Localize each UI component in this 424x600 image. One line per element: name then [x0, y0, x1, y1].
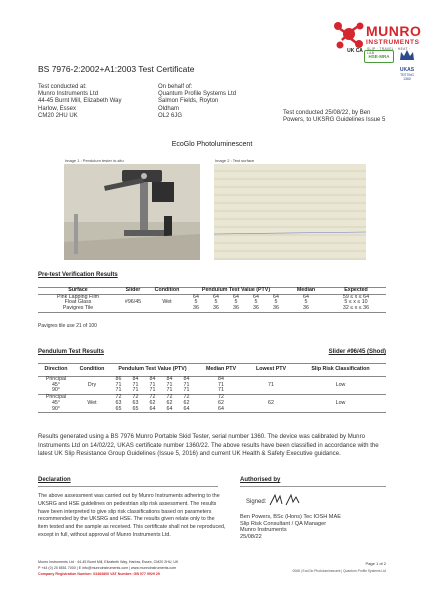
ptv-cell: 71 — [183, 381, 190, 388]
expected-cell: 32 ≤ x ≤ 36 — [326, 306, 386, 312]
test-surface-illustration — [214, 164, 366, 260]
condition-cell: Wet — [74, 395, 110, 413]
median-cell: 71 — [218, 381, 224, 388]
pretest-surface: Pavigres Tile — [38, 306, 118, 312]
logo-sub: INSTRUMENTS — [366, 39, 420, 46]
signature-mark — [268, 492, 302, 508]
ptv-cell: 71 — [166, 381, 173, 388]
pendulum-tester-illustration — [64, 164, 200, 260]
ptv-cell: 84 — [166, 376, 173, 382]
ptv-cell: 64 — [273, 293, 279, 300]
ukas-badge — [398, 48, 416, 81]
ptv-cell: 36 — [226, 306, 246, 312]
conducted-note-line: Test conducted 25/08/22, by Ben — [283, 110, 371, 116]
authorised-line: Ben Powers, BSc (Hons) Tec IOSH MAE — [240, 514, 341, 520]
ptv-cell: 71 — [110, 388, 127, 394]
ptv-cell: 71 — [178, 388, 195, 394]
pendulum-slider-label: Slider #96/45 (Shod) — [328, 349, 386, 355]
on-behalf-line: Oldham — [158, 105, 180, 112]
page-title: BS 7976-2:2002+A1:2003 Test Certificate — [38, 64, 195, 74]
on-behalf-label: On behalf of: — [158, 84, 193, 90]
ptv-cell: 5 — [214, 299, 218, 306]
footer-page: Page 1 of 2 — [365, 561, 386, 566]
tested-at-block — [38, 84, 158, 120]
ptv-cell: 71 — [144, 388, 161, 394]
conducted-note-line: Powers, to UKSRG Guidelines Issue 5 — [283, 117, 386, 124]
ptv-cell: 65 — [110, 407, 127, 413]
classification-cell: Low — [295, 377, 386, 395]
authorised-rule — [240, 486, 386, 487]
condition-cell: Dry — [74, 377, 110, 395]
on-behalf-line: Quantum Profile Systems Ltd — [158, 91, 237, 98]
ptv-cell: 64 — [161, 407, 178, 413]
pendulum-col-direction: Direction — [38, 364, 74, 377]
ptv-cell: 63 — [115, 399, 122, 406]
ptv-cell: 72 — [183, 394, 190, 401]
on-behalf-block — [158, 84, 268, 120]
authorised-line: Slip Risk Consultant / QA Manager — [240, 520, 327, 527]
authorised-line: Munro Instruments — [240, 527, 287, 534]
pretest-surface: Float Glass — [64, 299, 92, 306]
direction-cell: Principal — [45, 394, 67, 401]
tested-at-label: Test conducted at: — [38, 84, 87, 90]
direction-cell: 90° — [38, 407, 74, 413]
hse-badge-text: HSE·MRA — [368, 54, 390, 59]
expected-cell: 59 ≤ x ≤ 64 — [342, 293, 370, 300]
median-cell: 84 — [218, 376, 224, 382]
ukca-badge — [347, 48, 363, 62]
pendulum-col-ptv: Pendulum Test Value (PTV) — [110, 364, 195, 377]
pretest-note: Pavigres tile use 21 of 100 — [38, 323, 97, 329]
direction-cell: Principal — [45, 376, 67, 382]
pendulum-col-condition: Condition — [74, 364, 110, 377]
pretest-condition: Wet — [148, 294, 186, 312]
ptv-cell: 64 — [178, 407, 195, 413]
ptv-cell: 5 — [194, 299, 198, 306]
classification-cell: Low — [295, 395, 386, 413]
median-cell: 71 — [195, 388, 247, 394]
ptv-cell: 84 — [183, 376, 190, 382]
image1-pendulum-photo — [64, 164, 200, 260]
ptv-cell: 64 — [144, 407, 161, 413]
direction-cell: 45° — [51, 399, 60, 406]
pretest-surface: Pink Lapping Film — [56, 293, 100, 300]
pendulum-heading: Pendulum Test Results — [38, 349, 104, 355]
pretest-heading: Pre-test Verification Results — [38, 272, 118, 278]
ptv-cell: 64 — [193, 293, 199, 300]
ptv-cell: 36 — [246, 306, 266, 312]
conducted-note — [283, 110, 403, 124]
logo-tagline: SLIP · TRAVEL · HEAT · LAB — [367, 47, 411, 55]
lowest-cell: 71 — [247, 377, 295, 395]
ptv-cell: 71 — [132, 381, 139, 388]
declaration-heading: Declaration — [38, 477, 71, 483]
ptv-cell: 64 — [253, 293, 259, 300]
ptv-cell: 71 — [149, 381, 156, 388]
ukas-sub: TESTING — [400, 73, 414, 77]
ptv-cell: 72 — [132, 394, 139, 401]
declaration-rule — [38, 486, 218, 487]
median-cell: 36 — [286, 306, 326, 312]
ptv-cell: 71 — [115, 381, 122, 388]
product-name: EcoGlo Photoluminescent — [171, 141, 253, 148]
direction-cell: 45° — [51, 381, 60, 388]
ptv-cell: 71 — [127, 388, 144, 394]
ukca-text: UK CA — [347, 48, 363, 54]
ptv-cell: 36 — [206, 306, 226, 312]
median-cell: 64 — [195, 407, 247, 413]
image2-caption: Image 2 : Test surface — [215, 158, 255, 163]
ptv-cell: 72 — [149, 394, 156, 401]
pretest-col-median: Median — [286, 288, 326, 295]
declaration-text: The above assessment was carried out by Munro Instruments adhering to the UKSRG and HSE guidelines on pedestrian slip risk assessment. The results have been interpreted to give slip risk classifications based on parameters recommended by the UKSRG and HSE. The results given relate only to the item tested and the sample as received. This certificate shall not be reproduced, except in full, without approval of Munro Instruments Ltd. — [38, 493, 226, 538]
direction-cell: 90° — [38, 388, 74, 394]
pretest-col-surface: Surface — [38, 288, 118, 295]
pendulum-col-median: Median PTV — [195, 364, 247, 377]
ukas-crown-icon — [398, 48, 416, 62]
logo-brand: MUNRO — [366, 23, 422, 39]
table-row — [38, 306, 386, 312]
ptv-cell: 65 — [127, 407, 144, 413]
footer-line1: Munro Instruments Ltd · 44-45 Burnt Mill, Elizabeth Way, Harlow, Essex, CM20 2HU, UK — [38, 560, 179, 564]
signed-label: Signed: — [246, 499, 267, 505]
pendulum-col-lowest: Lowest PTV — [247, 364, 295, 377]
footer-line3: Company Registration Number: 03483800 VAT Number: GB 977 9929 29 — [38, 572, 160, 576]
pretest-col-condition: Condition — [148, 288, 186, 295]
authorised-line: 25/08/22 — [240, 533, 262, 540]
expected-cell: 5 ≤ x ≤ 10 — [344, 299, 368, 306]
ptv-cell: 36 — [186, 306, 206, 312]
pendulum-col-classification: Slip Risk Classification — [295, 364, 386, 377]
ukas-label: UKAS — [399, 67, 415, 73]
lowest-cell: 62 — [247, 395, 295, 413]
ptv-cell: 5 — [254, 299, 258, 306]
median-cell: 5 — [304, 299, 308, 306]
image1-caption: Image 1 : Pendulum tester in-situ — [65, 158, 124, 163]
ptv-cell: 84 — [132, 376, 139, 382]
authorised-details — [240, 514, 400, 540]
ptv-cell: 5 — [274, 299, 278, 306]
pretest-col-ptv: Pendulum Test Value (PTV) — [186, 288, 286, 295]
ukas-number: 1360 — [403, 77, 411, 81]
tested-at-line: Munro Instruments Ltd — [38, 91, 99, 98]
on-behalf-line: OL2 6JG — [158, 112, 183, 119]
authorised-heading: Authorised by — [240, 477, 281, 483]
median-cell: 64 — [303, 293, 309, 300]
pendulum-table — [38, 363, 386, 413]
pretest-col-slider: Slider — [118, 288, 148, 295]
ptv-cell: 72 — [166, 394, 173, 401]
tested-at-line: 44-45 Burnt Mill, Elizabeth Way — [38, 98, 122, 105]
pretest-slider: #96/45 — [118, 294, 148, 312]
pretest-col-expected: Expected — [326, 288, 386, 295]
ptv-cell: 62 — [149, 399, 156, 406]
ptv-cell: 62 — [183, 399, 190, 406]
ptv-cell: 64 — [233, 293, 239, 300]
ptv-cell: 72 — [115, 394, 122, 401]
ptv-cell: 71 — [161, 388, 178, 394]
ptv-cell: 62 — [166, 399, 173, 406]
pretest-table — [38, 287, 386, 313]
hse-badge — [364, 50, 394, 63]
results-paragraph: Results generated using a BS 7976 Munro Portable Skid Tester, serial number 1360. The device was calibrated by Munro Instruments Ltd on 14/02/22, UKAS certificate number 1360/22. The above results have been classified in accordance with the latest UK Slip Resistance Group Guidelines (Issue 5, 2016) and current UK Health & Safety Executive guidance. — [38, 433, 379, 458]
ptv-cell: 64 — [213, 293, 219, 300]
ptv-cell: 36 — [266, 306, 286, 312]
footer-doc-ref: 0068 | EcoGlo Photoluminescent | Quantum Profile Systems Ltd — [292, 569, 386, 573]
tested-at-line: CM20 2HU UK — [38, 112, 78, 119]
footer-line2: P +44 (0) 20 8551 7000 | E info@munroinstruments.com | www.munroinstruments.com — [38, 566, 177, 570]
median-cell: 72 — [218, 394, 224, 401]
munro-molecule-icon — [332, 20, 366, 50]
ptv-cell: 84 — [149, 376, 156, 382]
ptv-cell: 63 — [132, 399, 139, 406]
on-behalf-line: Salmon Fields, Royton — [158, 98, 219, 105]
ptv-cell: 86 — [115, 376, 122, 382]
pendulum-header-row — [38, 364, 386, 377]
image2-surface-photo — [214, 164, 366, 260]
ptv-cell: 5 — [234, 299, 238, 306]
median-cell: 62 — [218, 399, 224, 406]
tested-at-line: Harlow, Essex — [38, 105, 77, 112]
